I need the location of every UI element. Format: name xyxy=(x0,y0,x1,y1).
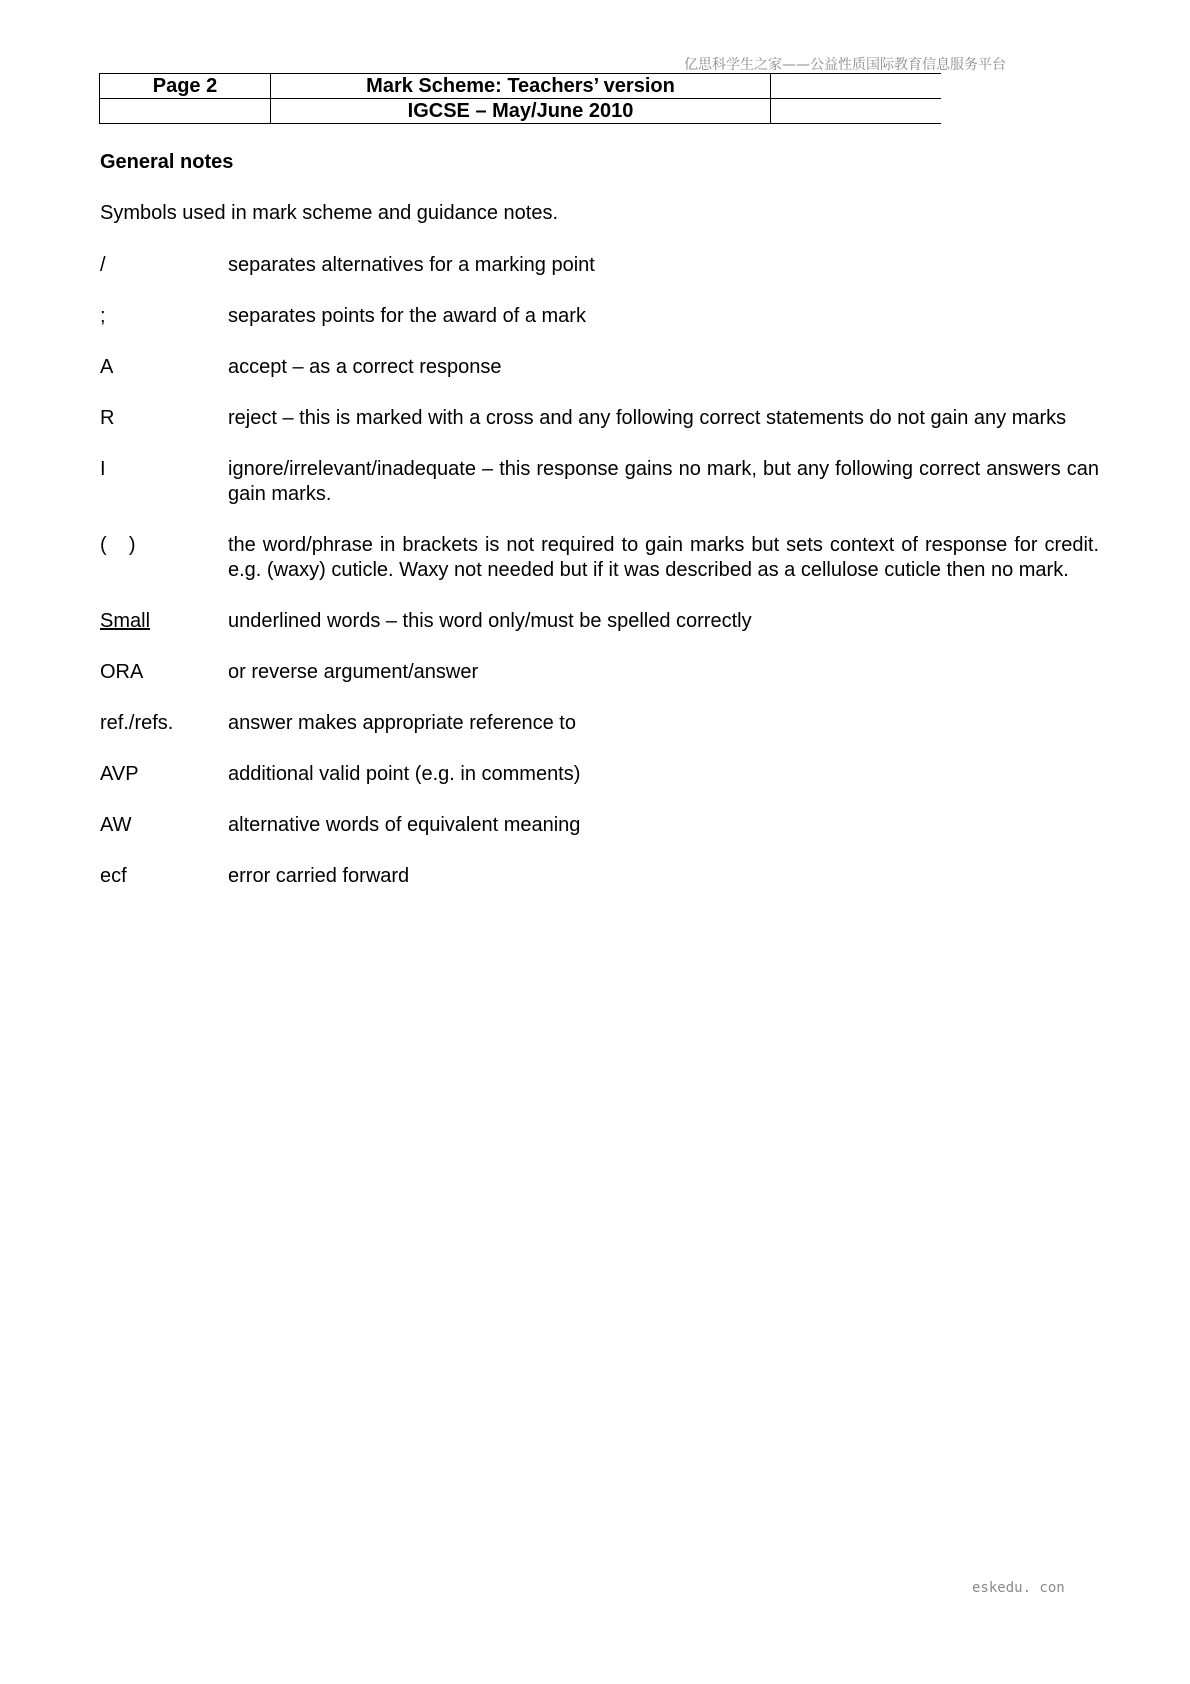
header-table xyxy=(99,73,941,124)
header-empty-cell xyxy=(771,99,942,124)
symbol-description: additional valid point (e.g. in comments) xyxy=(228,763,581,785)
symbol-row xyxy=(100,406,1099,431)
symbol-row xyxy=(100,864,1099,889)
symbol-description: separates alternatives for a marking point xyxy=(228,254,595,276)
intro-text: Symbols used in mark scheme and guidance notes. xyxy=(100,202,559,224)
watermark-text: 亿思科学生之家——公益性质国际教育信息服务平台 xyxy=(684,57,1006,73)
symbol-description: error carried forward xyxy=(228,865,410,887)
symbol-description: underlined words – this word only/must be spelled correctly xyxy=(228,610,752,632)
symbol-key: ; xyxy=(100,305,106,327)
document-title: Mark Scheme: Teachers’ version xyxy=(271,74,771,99)
symbol-description: accept – as a correct response xyxy=(228,356,502,378)
symbol-key: A xyxy=(100,356,114,378)
symbol-key: AVP xyxy=(100,763,139,785)
symbol-row xyxy=(100,355,1099,380)
symbol-description: reject – this is marked with a cross and any following correct statements do not gain any marks xyxy=(228,407,1067,429)
header-empty-cell xyxy=(771,74,942,99)
symbol-key: ( ) xyxy=(100,534,136,556)
symbol-row xyxy=(100,762,1099,787)
symbol-row xyxy=(100,609,1099,634)
symbol-key: ref./refs. xyxy=(100,712,174,734)
document-subtitle: IGCSE – May/June 2010 xyxy=(271,99,771,124)
header-row xyxy=(100,74,942,99)
symbol-key: I xyxy=(100,458,106,480)
footer-url: eskedu. con xyxy=(972,1580,1065,1596)
symbol-key: R xyxy=(100,407,115,429)
symbol-description: ignore/irrelevant/inadequate – this response gains no mark, but any following correct answers can gain marks. xyxy=(228,458,1099,505)
symbol-row xyxy=(100,660,1099,685)
symbol-description: or reverse argument/answer xyxy=(228,661,479,683)
symbol-list xyxy=(100,253,1099,915)
header-row xyxy=(100,99,942,124)
symbol-key: ecf xyxy=(100,865,127,887)
symbol-key: AW xyxy=(100,814,132,836)
symbol-row xyxy=(100,813,1099,838)
symbol-row xyxy=(100,533,1099,583)
symbol-description: separates points for the award of a mark xyxy=(228,305,586,327)
symbol-row xyxy=(100,711,1099,736)
section-title: General notes xyxy=(100,151,234,173)
symbol-key: / xyxy=(100,254,106,276)
symbol-key: Small xyxy=(100,610,151,632)
symbol-description: answer makes appropriate reference to xyxy=(228,712,576,734)
symbol-key: ORA xyxy=(100,661,144,683)
header-empty-cell xyxy=(100,99,271,124)
symbol-row xyxy=(100,457,1099,507)
page-number: Page 2 xyxy=(100,74,271,99)
symbol-row xyxy=(100,304,1099,329)
symbol-description: the word/phrase in brackets is not required to gain marks but sets context of response for credit. e.g. (waxy) cuticle. Waxy not needed but if it was described as a cellulose cuticle then no mark. xyxy=(228,534,1099,581)
symbol-description: alternative words of equivalent meaning xyxy=(228,814,581,836)
symbol-row xyxy=(100,253,1099,278)
